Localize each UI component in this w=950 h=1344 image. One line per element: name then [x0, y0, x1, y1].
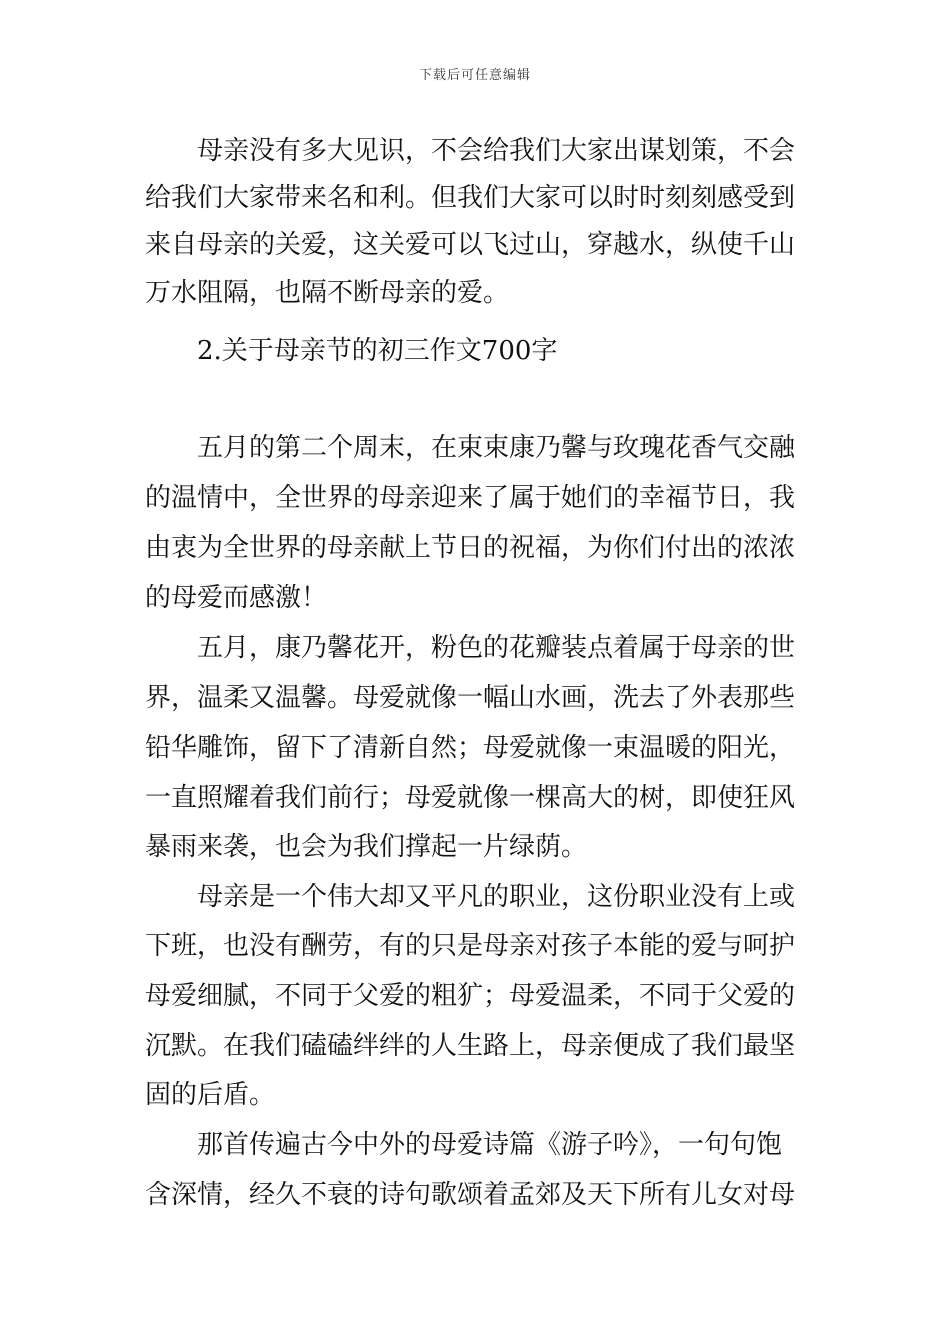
page-header-note: 下载后可任意编辑 — [418, 68, 531, 83]
text-line: 给我们大家带来名和利。但我们大家可以时时刻刻感受到 — [145, 183, 796, 213]
text-line: 由衷为全世界的母亲献上节日的祝福，为你们付出的浓浓 — [145, 533, 796, 563]
text-line: 五月，康乃馨花开，粉色的花瓣装点着属于母亲的世 — [145, 633, 796, 663]
text-line: 母爱细腻，不同于父爱的粗犷；母爱温柔，不同于父爱的 — [145, 981, 796, 1011]
section-heading: 2.关于母亲节的初三作文700字 — [145, 336, 558, 366]
text-line: 来自母亲的关爱，这关爱可以飞过山，穿越水，纵使千山 — [145, 230, 796, 260]
text-line: 暴雨来袭，也会为我们撑起一片绿荫。 — [145, 832, 588, 862]
text-line: 的母爱而感激！ — [145, 583, 328, 613]
text-line: 母亲是一个伟大却又平凡的职业，这份职业没有上或 — [145, 882, 796, 912]
text-line: 沉默。在我们磕磕绊绊的人生路上，母亲便成了我们最坚 — [145, 1031, 796, 1061]
text-line: 铅华雕饰，留下了清新自然；母爱就像一束温暖的阳光， — [145, 733, 796, 763]
text-line: 五月的第二个周末，在束束康乃馨与玫瑰花香气交融 — [145, 433, 796, 463]
text-line: 的温情中，全世界的母亲迎来了属于她们的幸福节日，我 — [145, 483, 796, 513]
text-line: 固的后盾。 — [145, 1080, 276, 1110]
text-line: 界，温柔又温馨。母爱就像一幅山水画，洗去了外表那些 — [145, 683, 796, 713]
text-line: 一直照耀着我们前行；母爱就像一棵高大的树，即使狂风 — [145, 783, 796, 813]
text-line: 含深情，经久不衰的诗句歌颂着孟郊及天下所有儿女对母 — [145, 1180, 796, 1210]
text-line: 母亲没有多大见识，不会给我们大家出谋划策，不会 — [145, 136, 796, 166]
text-line: 下班，也没有酬劳，有的只是母亲对孩子本能的爱与呵护 — [145, 931, 796, 961]
text-line: 那首传遍古今中外的母爱诗篇《游子吟》，一句句饱 — [145, 1130, 783, 1160]
text-line: 万水阻隔，也隔不断母亲的爱。 — [145, 278, 510, 308]
